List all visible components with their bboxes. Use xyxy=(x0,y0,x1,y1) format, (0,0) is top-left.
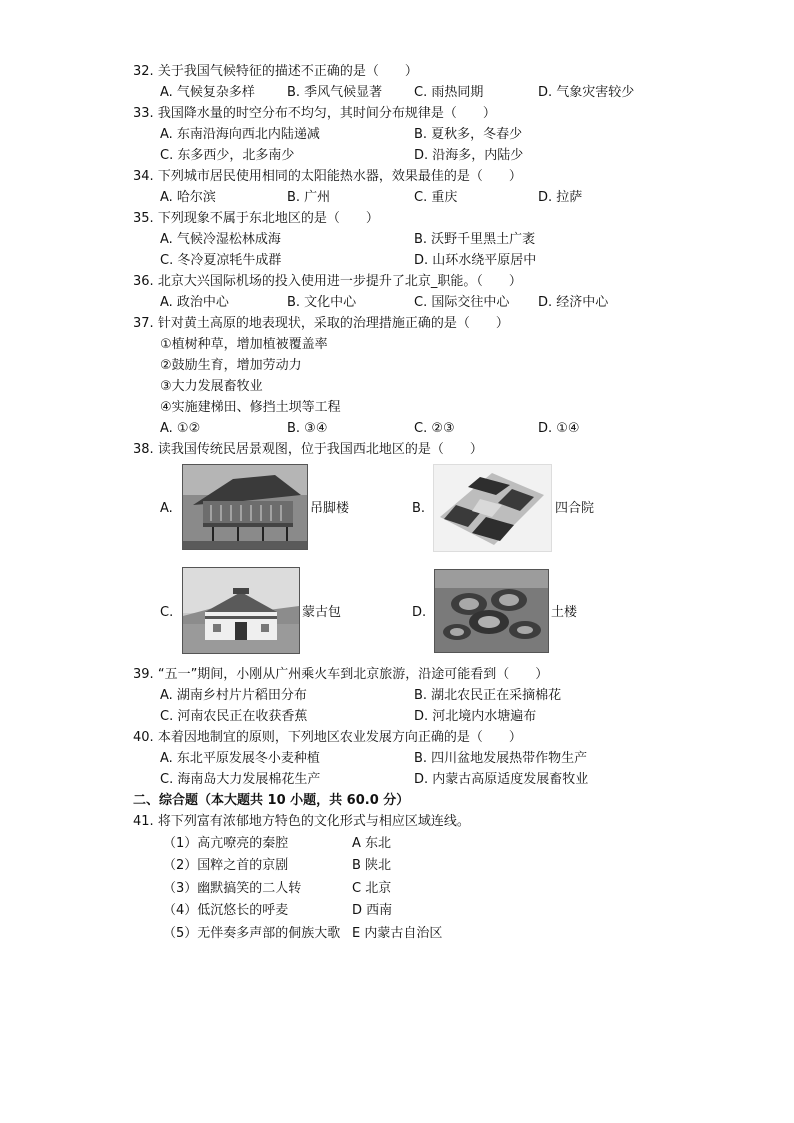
question-39 xyxy=(133,666,548,683)
question-37 xyxy=(133,315,509,332)
match-right-item[interactable]: A 东北 xyxy=(352,836,392,851)
caption: 土楼 xyxy=(551,605,578,620)
question-stem: 将下列富有浓郁地方特色的文化形式与相应区域连线。 xyxy=(157,814,470,829)
section-heading: 二、综合题（本大题共 10 小题，共 60.0 分） xyxy=(133,793,410,808)
option-b[interactable]: B. 四川盆地发展热带作物生产 xyxy=(414,751,588,766)
question-number: 40. xyxy=(133,730,154,745)
option-c[interactable]: C. 重庆 xyxy=(414,190,458,205)
question-stem: 我国降水量的时空分布不均匀，其时间分布规律是（ ） xyxy=(157,106,496,121)
option-d[interactable]: D. 山环水绕平原居中 xyxy=(414,253,537,268)
question-stem: 北京大兴国际机场的投入使用进一步提升了北京_职能。（ ） xyxy=(157,274,522,289)
question-stem: 下列城市居民使用相同的太阳能热水器，效果最佳的是（ ） xyxy=(157,169,522,184)
option-c[interactable]: C. 冬冷夏凉牦牛成群 xyxy=(160,253,282,268)
match-right-item[interactable]: C 北京 xyxy=(352,881,392,896)
question-36 xyxy=(133,273,522,290)
option-b[interactable]: B. xyxy=(412,501,426,516)
option-b[interactable]: B. 沃野千里黑土广袤 xyxy=(414,232,536,247)
option-c[interactable]: C. 河南农民正在收获香蕉 xyxy=(160,709,308,724)
match-left-item[interactable]: （3）幽默搞笑的二人转 xyxy=(163,881,302,896)
option-d[interactable]: D. xyxy=(412,605,427,620)
match-left-item[interactable]: （2）国粹之首的京剧 xyxy=(163,858,289,873)
statement-4: ④实施建梯田、修挡土坝等工程 xyxy=(160,400,341,415)
question-41 xyxy=(133,813,470,830)
question-number: 39. xyxy=(133,667,154,682)
option-c[interactable]: C. ②③ xyxy=(414,421,455,436)
question-number: 34. xyxy=(133,169,154,184)
option-c[interactable]: C. 国际交往中心 xyxy=(414,295,510,310)
match-left-item[interactable]: （4）低沉悠长的呼麦 xyxy=(163,903,289,918)
option-b[interactable]: B. 广州 xyxy=(287,190,331,205)
option-a[interactable]: A. 东北平原发展冬小麦种植 xyxy=(160,751,320,766)
option-a[interactable]: A. ①② xyxy=(160,421,201,436)
option-a[interactable]: A. 东南沿海向西北内陆递减 xyxy=(160,127,320,142)
option-d[interactable]: D. 沿海多，内陆少 xyxy=(414,148,524,163)
option-b[interactable]: B. 夏秋多，冬春少 xyxy=(414,127,523,142)
option-c[interactable]: C. 东多西少，北多南少 xyxy=(160,148,295,163)
question-number: 33. xyxy=(133,106,154,121)
question-number: 41. xyxy=(133,814,154,829)
question-number: 37. xyxy=(133,316,154,331)
match-left-item[interactable]: （1）高亢嘹亮的秦腔 xyxy=(163,836,289,851)
option-a[interactable]: A. 政治中心 xyxy=(160,295,229,310)
question-stem: 针对黄土高原的地表现状，采取的治理措施正确的是（ ） xyxy=(157,316,509,331)
option-d[interactable]: D. 气象灾害较少 xyxy=(538,85,635,100)
match-right-item[interactable]: E 内蒙古自治区 xyxy=(352,926,443,941)
question-number: 35. xyxy=(133,211,154,226)
option-c[interactable]: C. 海南岛大力发展棉花生产 xyxy=(160,772,321,787)
option-a[interactable]: A. 气候冷湿松林成海 xyxy=(160,232,281,247)
caption: 蒙古包 xyxy=(302,605,342,620)
option-c[interactable]: C. 雨热同期 xyxy=(414,85,484,100)
question-stem: 下列现象不属于东北地区的是（ ） xyxy=(157,211,379,226)
option-a[interactable]: A. 湖南乡村片片稻田分布 xyxy=(160,688,307,703)
caption: 四合院 xyxy=(555,501,595,516)
caption: 吊脚楼 xyxy=(310,501,350,516)
option-b[interactable]: B. 季风气候显著 xyxy=(287,85,383,100)
question-35 xyxy=(133,210,379,227)
question-stem: 读我国传统民居景观图，位于我国西北地区的是（ ） xyxy=(157,442,483,457)
siheyuan-photo[interactable] xyxy=(433,464,552,552)
option-d[interactable]: D. 河北境内水塘遍布 xyxy=(414,709,537,724)
option-d[interactable]: D. 经济中心 xyxy=(538,295,609,310)
option-a[interactable]: A. 哈尔滨 xyxy=(160,190,216,205)
question-33 xyxy=(133,105,496,122)
option-a[interactable]: A. 气候复杂多样 xyxy=(160,85,255,100)
question-number: 36. xyxy=(133,274,154,289)
option-d[interactable]: D. 内蒙古高原适度发展畜牧业 xyxy=(414,772,589,787)
question-40 xyxy=(133,729,522,746)
option-d[interactable]: D. 拉萨 xyxy=(538,190,583,205)
question-stem: 关于我国气候特征的描述不正确的是（ ） xyxy=(157,64,418,79)
question-34 xyxy=(133,168,522,185)
option-c[interactable]: C. xyxy=(160,605,174,620)
option-b[interactable]: B. 文化中心 xyxy=(287,295,357,310)
question-32 xyxy=(133,63,418,80)
match-right-item[interactable]: D 西南 xyxy=(352,903,393,918)
question-stem: “五一”期间，小刚从广州乘火车到北京旅游，沿途可能看到（ ） xyxy=(157,667,549,682)
question-38 xyxy=(133,441,483,458)
tulou-photo[interactable] xyxy=(434,569,549,653)
stilted-house-photo[interactable] xyxy=(182,464,308,550)
statement-2: ②鼓励生育，增加劳动力 xyxy=(160,358,302,373)
match-right-item[interactable]: B 陕北 xyxy=(352,858,392,873)
question-stem: 本着因地制宜的原则，下列地区农业发展方向正确的是（ ） xyxy=(157,730,522,745)
option-b[interactable]: B. ③④ xyxy=(287,421,328,436)
option-d[interactable]: D. ①④ xyxy=(538,421,580,436)
option-a[interactable]: A. xyxy=(160,501,173,516)
statement-1: ①植树种草，增加植被覆盖率 xyxy=(160,337,328,352)
statement-3: ③大力发展畜牧业 xyxy=(160,379,263,394)
yurt-photo[interactable] xyxy=(182,567,300,654)
option-b[interactable]: B. 湖北农民正在采摘棉花 xyxy=(414,688,562,703)
match-left-item[interactable]: （5）无伴奏多声部的侗族大歌 xyxy=(163,926,341,941)
question-number: 32. xyxy=(133,64,154,79)
question-number: 38. xyxy=(133,442,154,457)
